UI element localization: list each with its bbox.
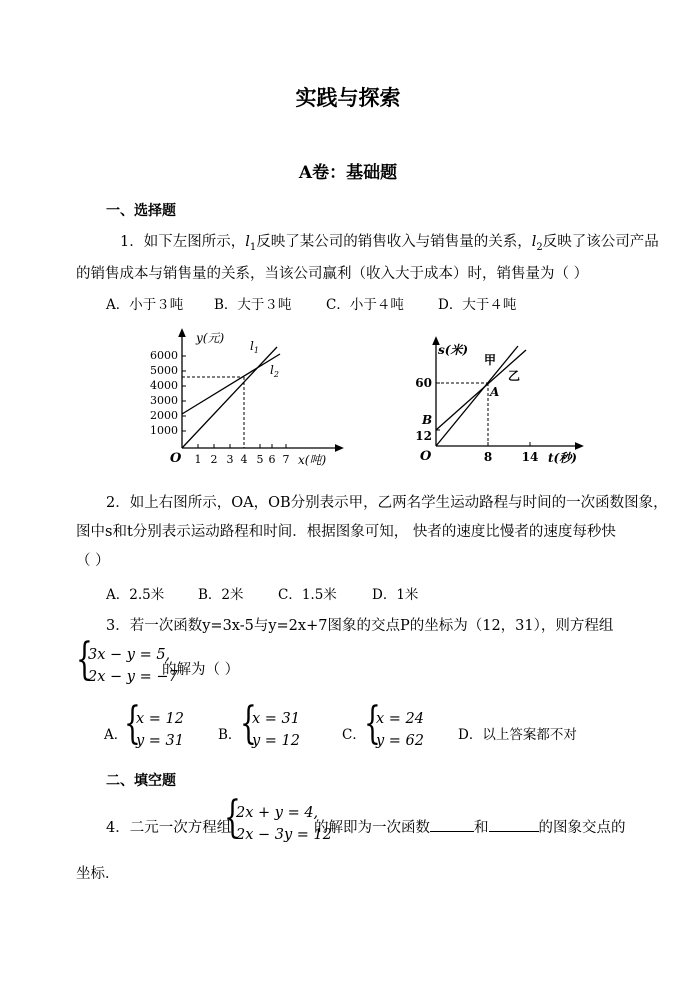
q3-tail: 的解为（ ） <box>162 662 240 678</box>
graph1-l1-label: $l_1$ <box>250 339 259 355</box>
graph2-label-a: A <box>490 385 500 399</box>
q2-option-d: D．1米 <box>372 587 419 603</box>
graph1-l2-label: $l_2$ <box>270 363 279 379</box>
q4-line1-rest <box>314 816 626 837</box>
page-title: 实践与探索 <box>295 85 401 110</box>
q3-system-row2: 2x − y = −7 <box>88 669 178 685</box>
graph2-origin: O <box>420 449 432 464</box>
q4-system-row2: 2x − 3y = 12 <box>236 827 333 843</box>
graph2-label-yi: 乙 <box>508 369 521 383</box>
q4-blank-1[interactable] <box>430 819 474 832</box>
q1-l2-sub: 2 <box>536 241 543 253</box>
q3-option-a <box>136 708 184 752</box>
section-heading-choice: 一、选择题 <box>106 203 176 219</box>
q1-option-c: C．小于４吨 <box>326 297 404 313</box>
graph2-line-jia <box>436 346 521 446</box>
graph1-xtick: 7 <box>282 453 290 466</box>
section-heading-fill: 二、填空题 <box>106 773 176 789</box>
q3-option-a-row2: y = 31 <box>136 733 185 749</box>
graph1-ylabel: y(元) <box>196 331 225 345</box>
q1-l1-sub: 1 <box>249 241 257 253</box>
graph1-line-l1 <box>182 347 277 448</box>
graph1-xtick: 6 <box>268 453 276 466</box>
graph1-ytick: 3000 <box>150 394 178 407</box>
q4-system-brace: { <box>224 792 241 843</box>
q3-line1: 3．若一次函数y=3x-5与y=2x+7图象的交点P的坐标为（12，31），则方程组 <box>106 618 614 634</box>
q3-option-c-label: C． <box>342 727 366 743</box>
q3-option-c-brace: { <box>364 698 381 749</box>
q1-text-a: 1．如下左图所示， <box>120 234 246 250</box>
graph1-xtick: 1 <box>194 453 202 466</box>
graph1-ytick: 5000 <box>150 364 178 377</box>
graph2-label-jia: 甲 <box>484 353 497 367</box>
graph2-ytick-60: 60 <box>415 376 432 390</box>
q3-option-a-label: A． <box>104 727 128 743</box>
graph1-xtick: 2 <box>210 453 218 466</box>
q2-line3: （ ） <box>76 553 110 569</box>
graph-right <box>408 336 598 468</box>
graph1-xlabel: x(吨) <box>298 453 327 467</box>
graph2-ytick-12: 12 <box>415 429 432 443</box>
q4-blank-2[interactable] <box>489 819 539 832</box>
q3-system-brace: { <box>76 634 93 685</box>
graph2-xlabel: t(秒) <box>548 451 577 465</box>
q3-option-b-row2: y = 12 <box>252 733 301 749</box>
section-subtitle: A卷：基础题 <box>298 163 398 183</box>
q2-option-c: C．1.5米 <box>278 587 337 603</box>
graph1-xtick: 3 <box>226 453 234 466</box>
q3-option-b-row1: x = 31 <box>252 711 300 727</box>
q1-text-c: 反映了该公司产品 <box>542 234 659 250</box>
graph1-xtick: 4 <box>240 453 248 466</box>
graph1-ytick: 1000 <box>150 424 178 437</box>
q3-option-b-brace: { <box>240 698 257 749</box>
q1-option-d: D．大于４吨 <box>438 297 517 313</box>
graph1-xtick: 5 <box>256 453 264 466</box>
q1-option-a: A．小于３吨 <box>106 297 184 313</box>
graph1-ytick: 6000 <box>150 349 178 362</box>
q4-suffix: 的图象交点的 <box>538 820 626 836</box>
q4-prefix: 4．二元一次方程组 <box>106 820 232 836</box>
graph1-ytick: 4000 <box>150 379 178 392</box>
graph1-line-l2 <box>182 354 280 414</box>
q4-line2: 坐标． <box>76 866 120 882</box>
graph1-ytick: 2000 <box>150 409 178 422</box>
q3-system-row1: 3x − y = 5, <box>88 647 171 663</box>
q2-option-b: B．2米 <box>198 587 244 603</box>
graph2-ylabel: s(米) <box>438 343 469 357</box>
q2-line1: 2．如上右图所示，OA，OB分别表示甲，乙两名学生运动路程与时间的一次函数图象， <box>106 495 668 511</box>
q3-option-a-row1: x = 12 <box>136 711 184 727</box>
q3-option-c-row2: y = 62 <box>376 733 425 749</box>
q1-line1 <box>120 230 659 253</box>
q3-option-a-brace: { <box>124 698 141 749</box>
q4-and: 和 <box>474 820 489 836</box>
q3-option-c <box>376 708 424 752</box>
q3-option-c-row1: x = 24 <box>376 711 424 727</box>
graph2-xtick-8: 8 <box>483 450 493 464</box>
q3-option-d: D．以上答案都不对 <box>458 727 577 743</box>
q1-text-b: 反映了某公司的销售收入与销售量的关系， <box>256 234 532 250</box>
q3-option-b-label: B． <box>218 727 242 743</box>
graph2-label-b: B <box>422 413 433 427</box>
q4-mid: 的解即为一次函数 <box>314 820 430 836</box>
graph2-line-yi <box>436 350 526 430</box>
q3-option-b <box>252 708 300 752</box>
q4-system-row1: 2x + y = 4, <box>236 805 319 821</box>
graph1-origin: O <box>170 451 182 466</box>
q1-l1: l <box>245 234 250 250</box>
q1-l2: l <box>531 234 537 250</box>
graph-left <box>140 326 350 476</box>
q2-line2: 图中s和t分别表示运动路程和时间．根据图象可知， 快者的速度比慢者的速度每秒快 <box>76 524 616 540</box>
q1-option-b: B．大于３吨 <box>214 297 292 313</box>
q1-line2: 的销售成本与销售量的关系，当该公司赢利（收入大于成本）时，销售量为（ ） <box>76 266 589 282</box>
q2-option-a: A．2.5米 <box>106 587 165 603</box>
graph2-xtick-14: 14 <box>521 450 539 464</box>
